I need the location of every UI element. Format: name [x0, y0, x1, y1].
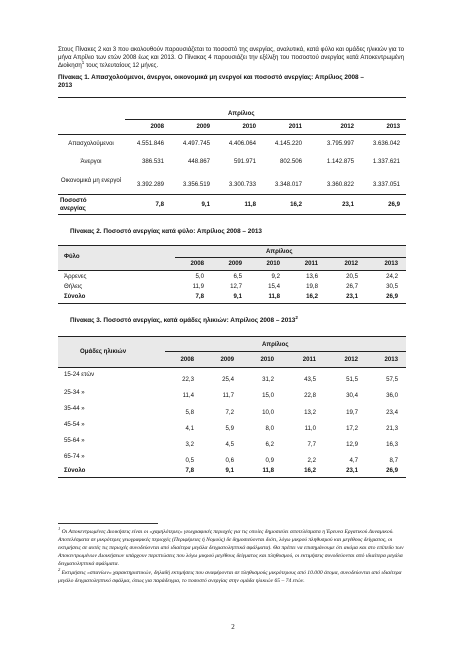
intro-tail: τους τελευταίους 12 μήνες. — [84, 62, 159, 70]
table2-cell: 16,2 — [306, 293, 318, 300]
table3-cell: 11,7 — [222, 392, 234, 399]
table1-bottom-rule — [58, 214, 406, 215]
table1-cell: 4.145.220 — [274, 140, 302, 147]
table1-total-rule — [58, 194, 406, 195]
intro-paragraph — [58, 46, 404, 71]
table3-year: 2010 — [260, 356, 274, 363]
table3-cell: 19,7 — [346, 409, 358, 416]
table3-cell: 22,8 — [304, 392, 316, 399]
table3-row-label: 25-34 » — [64, 389, 85, 396]
table2-row-label: Σύνολο — [64, 293, 86, 300]
footnote-mark: 2 — [58, 567, 61, 573]
table2-year: 2011 — [304, 260, 318, 267]
table1-cell: 3.300.733 — [228, 181, 256, 188]
table1-cell: 3.636.042 — [372, 140, 400, 147]
footnote-separator — [58, 523, 158, 524]
table1-year: 2008 — [150, 123, 164, 130]
table1-cell: 4.551.846 — [136, 140, 164, 147]
table2-cell: 7,8 — [195, 293, 204, 300]
table1-year: 2011 — [288, 123, 302, 130]
table1-row-label: Απασχολούμενοι — [68, 140, 114, 147]
table1-cell: 4.497.745 — [182, 140, 210, 147]
footnote — [58, 528, 406, 568]
table3-year: 2013 — [384, 356, 398, 363]
table3-cell: 30,4 — [346, 392, 358, 399]
table3-cell: 16,2 — [304, 467, 316, 474]
table2-bottom-rule — [58, 303, 406, 304]
table3-cell: 6,2 — [265, 441, 274, 448]
table1-cell: 3.356.519 — [182, 181, 210, 188]
table2-cell: 9,2 — [271, 273, 280, 280]
table1-year: 2013 — [386, 123, 400, 130]
table2-cell: 30,5 — [386, 283, 398, 290]
table1-cell: 11,8 — [244, 201, 256, 208]
table3-cell: 23,1 — [346, 467, 358, 474]
table2-year: 2009 — [228, 260, 242, 267]
table1-row-label: Ποσοστό ανεργίας — [60, 197, 87, 212]
table3-cell: 26,9 — [386, 467, 398, 474]
table1-month-header: Απρίλιος — [228, 110, 255, 117]
table2-year: 2012 — [344, 260, 358, 267]
table2-cell: 20,5 — [346, 273, 358, 280]
table3-cell: 5,8 — [185, 409, 194, 416]
table1-year: 2012 — [340, 123, 354, 130]
table2-cell: 13,6 — [306, 273, 318, 280]
table3-caption-text: Πίνακας 3. Ποσοστό ανεργίας, κατά ομάδες ηλικιών: Απρίλιος 2008 – 2013 — [70, 317, 296, 324]
table3-cell: 36,0 — [386, 392, 398, 399]
table3-cell: 10,0 — [262, 409, 274, 416]
table3-cell: 22,3 — [182, 376, 194, 383]
table3-cell: 25,4 — [222, 376, 234, 383]
table3-cell: 11,8 — [262, 467, 274, 474]
table3-cell: 57,5 — [386, 376, 398, 383]
footnote — [58, 569, 406, 585]
table1-cell: 386.531 — [141, 158, 164, 165]
table3-cell: 4,5 — [225, 441, 234, 448]
table3-cell: 17,2 — [346, 425, 358, 432]
table3-bottom-rule — [58, 477, 406, 478]
table3-cell: 8,0 — [265, 425, 274, 432]
table2-year: 2008 — [190, 260, 204, 267]
table3-month-rule — [165, 351, 406, 352]
table1-cell: 3.360.822 — [326, 181, 354, 188]
table3-cell: 31,2 — [262, 376, 274, 383]
table2-row-header: Φύλο — [64, 253, 80, 260]
table1-row-label: Άνεργοι — [80, 158, 102, 165]
table3-cell: 4,1 — [185, 425, 194, 432]
table2-row-label: Θήλεις — [64, 283, 83, 290]
table2-cell: 11,9 — [192, 283, 204, 290]
table3-caption — [70, 314, 298, 325]
table3-cell: 13,2 — [304, 409, 316, 416]
table1-cell: 7,8 — [155, 201, 164, 208]
table3-header-rule — [58, 367, 406, 368]
table3-cell: 12,9 — [346, 441, 358, 448]
table3-month-header: Απρίλιος — [262, 341, 289, 348]
table1-top-rule — [58, 97, 406, 98]
table1-caption: Πίνακας 1. Απασχολούμενοι, άνεργοι, οικονομικά μη ενεργοί και ποσοστό ανεργίας: Απρίλιος 2008 – 2013 — [58, 74, 364, 90]
table2-month-rule — [175, 257, 406, 258]
table3-cell: 51,5 — [346, 376, 358, 383]
table1-cell: 9,1 — [201, 201, 210, 208]
table3-row-label: 55-64 » — [64, 437, 85, 444]
table3-cell: 9,1 — [225, 467, 234, 474]
table1-header-rule — [58, 134, 406, 135]
table1-year: 2009 — [196, 123, 210, 130]
table3-cell: 8,7 — [389, 457, 398, 464]
table1-cell: 3.337.051 — [372, 181, 400, 188]
page-number: 2 — [231, 623, 235, 631]
table3-row-label: 45-54 » — [64, 421, 85, 428]
footnotes — [58, 528, 406, 586]
table3-cell: 0,6 — [225, 457, 234, 464]
table3-cell: 21,3 — [386, 425, 398, 432]
table2-cell: 19,8 — [306, 283, 318, 290]
footnote-mark: 1 — [58, 526, 61, 532]
table3-cell: 7,2 — [225, 409, 234, 416]
table3-row-label: 15-24 ετών — [64, 371, 95, 378]
table2-cell: 11,8 — [268, 293, 280, 300]
table3-cell: 5,9 — [225, 425, 234, 432]
table2-cell: 23,1 — [346, 293, 358, 300]
table2-cell: 24,2 — [386, 273, 398, 280]
table1-row-label: Οικονομικά μη ενεργοί — [60, 177, 122, 184]
table1-cell: 3.348.017 — [274, 181, 302, 188]
table2-cell: 15,4 — [268, 283, 280, 290]
table1-cell: 3.795.997 — [326, 140, 354, 147]
table2-caption: Πίνακας 2. Ποσοστό ανεργίας κατά φύλο: Απρίλιος 2008 – 2013 — [70, 228, 262, 235]
footnote-text: Εκτιμήσεις «σπανίων» χαρακτηριστικών, δηλαδή εκτιμήσεις που αναφέρονται σε πληθυσμούς μικρότερους από 10.000 άτομα, συνοδεύονται από ιδιαίτερα μεγάλο δειγματοληπτικό σφάλμα, όπως για παράδειγμα, το ποσοστό ανεργίας στην ομάδα ηλικιών 65 – 74 ετών. — [58, 570, 402, 584]
table1-cell: 448.867 — [187, 158, 210, 165]
table3-cell: 23,4 — [386, 409, 398, 416]
table3-year: 2012 — [344, 356, 358, 363]
table3-cell: 0,9 — [265, 457, 274, 464]
table2-cell: 9,1 — [233, 293, 242, 300]
table1-cell: 16,2 — [290, 201, 302, 208]
table3-cell: 7,8 — [185, 467, 194, 474]
table3-cell: 11,4 — [182, 392, 194, 399]
table3-cell: 15,0 — [262, 392, 274, 399]
table2-row-label: Άρρενες — [64, 273, 87, 280]
table2-cell: 26,9 — [386, 293, 398, 300]
table1-cell: 4.406.064 — [228, 140, 256, 147]
table1-cell: 26,9 — [388, 201, 400, 208]
intro-footnote-mark: 1 — [81, 60, 85, 66]
table3-cell: 43,5 — [304, 376, 316, 383]
table1-cell: 591.971 — [233, 158, 256, 165]
table2-year: 2013 — [384, 260, 398, 267]
table3-cell: 0,5 — [185, 457, 194, 464]
table3-footnote-mark: 2 — [295, 314, 298, 320]
table3-cell: 7,7 — [307, 441, 316, 448]
table2-cell: 26,7 — [346, 283, 358, 290]
table1-cell: 23,1 — [342, 201, 354, 208]
table1-month-rule — [125, 119, 406, 120]
table2-cell: 6,5 — [233, 273, 242, 280]
table1-cell: 1.337.621 — [372, 158, 400, 165]
table3-row-header: Ομάδες ηλικιών — [80, 348, 127, 355]
table3-row-label: Σύνολο — [64, 467, 86, 474]
table3-cell: 16,3 — [386, 441, 398, 448]
table2-year: 2010 — [266, 260, 280, 267]
intro-text: Στους Πίνακες 2 και 3 που ακολουθούν παρουσιάζεται το ποσοστό της ανεργίας, αναλυτικά, κατά φύλο και ομάδες ηλικιών για το μήνα Απρίλιο των ετών 2008 έως και 2013. Ο Πίνακας 4 παρουσιάζει την εξέλιξη του ποσοστού ανεργίας κατά Αποκεντρωμένη Διοίκηση — [58, 46, 404, 70]
table3-year: 2008 — [180, 356, 194, 363]
table3-cell: 3,2 — [185, 441, 194, 448]
table3-row-label: 65-74 » — [64, 453, 85, 460]
table1-cell: 802.506 — [279, 158, 302, 165]
table2-cell: 5,0 — [195, 273, 204, 280]
table1-year: 2010 — [242, 123, 256, 130]
table2-month-header: Απρίλιος — [266, 248, 293, 255]
table3-cell: 2,2 — [307, 457, 316, 464]
table3-cell: 4,7 — [349, 457, 358, 464]
table3-row-label: 35-44 » — [64, 405, 85, 412]
table1-cell: 3.392.289 — [136, 181, 164, 188]
table1-cell: 1.142.875 — [326, 158, 354, 165]
table3-year: 2009 — [220, 356, 234, 363]
table3-cell: 11,0 — [304, 425, 316, 432]
footnote-text: Οι Αποκεντρωμένες Διοικήσεις είναι οι «χαμηλότερες» γεωγραφικές περιοχές για τις οποίες δημοσιεύει αποτελέσματα η Έρευνα Εργατικού Δυναμικού. Αποτελέσματα σε μικρότερες γεωγραφικές περιοχές (Περιφέρειες ή Νομούς) δε δημοσιεύονται διότι, λόγω μικρού πληθυσμού και μεγέθους δείγματος, οι εκτιμήσεις σε αυτές τις περιοχές συνοδεύονται από ιδιαίτερα μεγάλα δειγματοληπτικά σφάλματα). Θα πρέπει να επισημάνουμε ότι ακόμα και στο επίπεδο των Αποκεντρωμένων Διοικήσεων υπάρχουν περιπτώσεις που λόγω μικρού μεγέθους δείγματος και πληθυσμού, οι εκτιμήσεις συνοδεύονται από ιδιαίτερα μεγάλα δειγματοληπτικά σφάλματα. — [58, 529, 404, 567]
table2-header-rule — [58, 270, 406, 271]
table3-year: 2011 — [302, 356, 316, 363]
table2-cell: 12,7 — [230, 283, 242, 290]
